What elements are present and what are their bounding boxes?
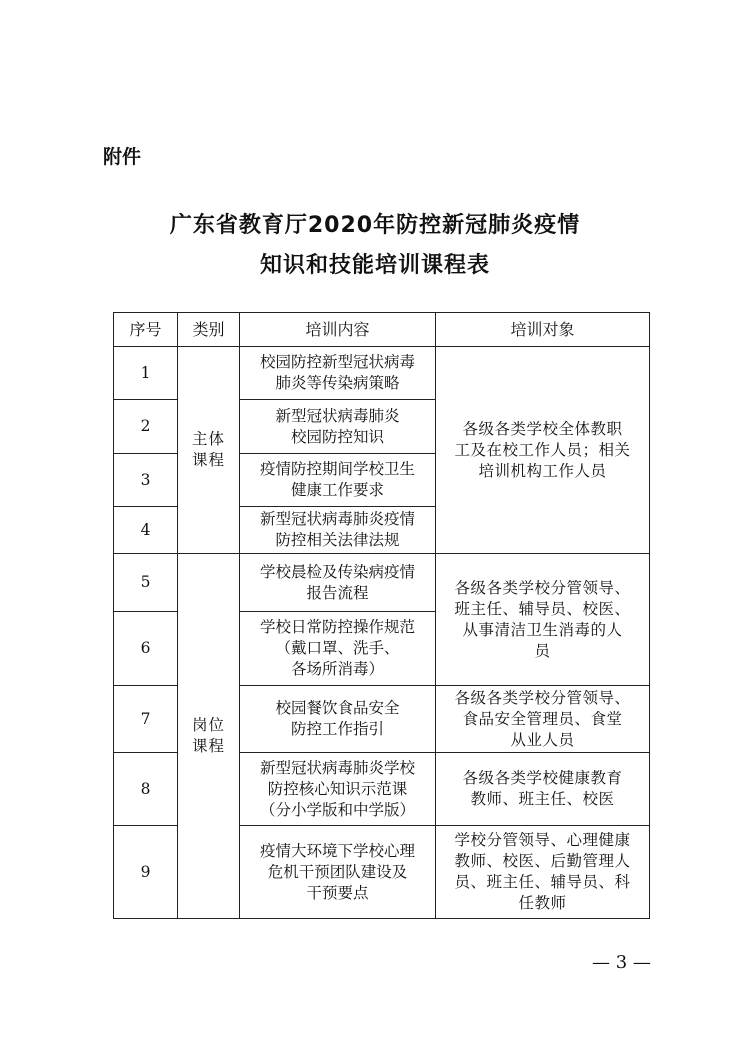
content-line: 校园防控新型冠状病毒	[259, 353, 415, 371]
header-content: 培训内容	[240, 313, 436, 347]
header-category: 类别	[178, 313, 240, 347]
content-cell	[240, 826, 436, 919]
target-line: 任教师	[518, 894, 567, 912]
category-line: 岗位	[191, 716, 225, 734]
table-row	[114, 554, 650, 612]
content-line: 新型冠状病毒肺炎疫情	[259, 510, 415, 528]
target-cell	[436, 753, 650, 826]
content-line: （戴口罩、洗手、	[275, 639, 400, 657]
content-line: 新型冠状病毒肺炎学校	[259, 758, 415, 777]
target-cell	[436, 686, 650, 753]
content-line: 疫情大环境下学校心理	[259, 841, 415, 860]
content-line: 学校晨检及传染病疫情	[259, 562, 415, 581]
target-cell	[436, 347, 650, 554]
category-line: 课程	[191, 451, 225, 469]
category-line: 主体	[191, 430, 225, 448]
row-seq: 4	[114, 507, 178, 554]
content-line: 新型冠状病毒肺炎	[275, 406, 400, 425]
document-title-line-1: 广东省教育厅2020年防控新冠肺炎疫情	[169, 213, 581, 238]
header-seq: 序号	[114, 313, 178, 347]
content-line: 学校日常防控操作规范	[259, 618, 415, 636]
row-seq: 5	[114, 554, 178, 612]
page-number: — 3 —	[592, 952, 651, 973]
table-row	[114, 347, 650, 400]
target-line: 各级各类学校全体教职	[462, 419, 623, 438]
content-line: 校园餐饮食品安全	[275, 699, 400, 717]
content-cell	[240, 400, 436, 454]
target-line: 从事清洁卫生消毒的人	[462, 620, 623, 639]
header-target: 培训对象	[436, 313, 650, 347]
content-line: 疫情防控期间学校卫生	[259, 460, 415, 478]
category-cell	[178, 554, 240, 919]
content-line: 防控工作指引	[290, 720, 384, 738]
content-cell	[240, 554, 436, 612]
content-line: 各场所消毒）	[290, 660, 384, 678]
target-line: 员、班主任、辅导员、科	[454, 873, 631, 891]
content-line: 肺炎等传染病策略	[275, 374, 400, 392]
content-line: 校园防控知识	[290, 427, 384, 446]
target-line: 学校分管领导、心理健康	[454, 831, 631, 849]
target-line: 各级各类学校分管领导、	[454, 578, 631, 597]
target-line: 教师、校医、后勤管理人	[454, 852, 631, 870]
content-line: （分小学版和中学版）	[259, 800, 415, 819]
content-cell	[240, 686, 436, 753]
target-line: 培训机构工作人员	[478, 461, 607, 480]
content-line: 防控相关法律法规	[275, 531, 400, 549]
row-seq: 8	[114, 753, 178, 826]
content-line: 危机干预团队建设及	[267, 862, 408, 881]
target-cell	[436, 554, 650, 686]
table-header-row	[114, 313, 650, 347]
row-seq: 1	[114, 347, 178, 400]
row-seq: 3	[114, 454, 178, 507]
course-schedule-table	[113, 312, 650, 919]
target-line: 从业人员	[510, 730, 575, 749]
category-cell	[178, 347, 240, 554]
document-title-line-2: 知识和技能培训课程表	[259, 253, 490, 278]
content-cell	[240, 612, 436, 686]
content-line: 报告流程	[306, 583, 369, 602]
row-seq: 7	[114, 686, 178, 753]
target-line: 员	[534, 641, 551, 660]
content-cell	[240, 347, 436, 400]
target-cell	[436, 826, 650, 919]
row-seq: 6	[114, 612, 178, 686]
content-cell	[240, 454, 436, 507]
content-line: 防控核心知识示范课	[267, 779, 408, 798]
category-line: 课程	[191, 737, 225, 755]
content-line: 健康工作要求	[290, 481, 384, 499]
target-line: 工及在校工作人员；相关	[454, 440, 631, 459]
content-line: 干预要点	[306, 883, 369, 902]
target-line: 各级各类学校健康教育	[462, 769, 623, 787]
row-seq: 9	[114, 826, 178, 919]
target-line: 食品安全管理员、食堂	[462, 709, 623, 728]
content-cell	[240, 753, 436, 826]
row-seq: 2	[114, 400, 178, 454]
attachment-label: 附件	[103, 146, 142, 168]
target-line: 教师、班主任、校医	[470, 790, 615, 808]
target-line: 各级各类学校分管领导、	[454, 688, 631, 707]
content-cell	[240, 507, 436, 554]
target-line: 班主任、辅导员、校医、	[454, 599, 631, 618]
